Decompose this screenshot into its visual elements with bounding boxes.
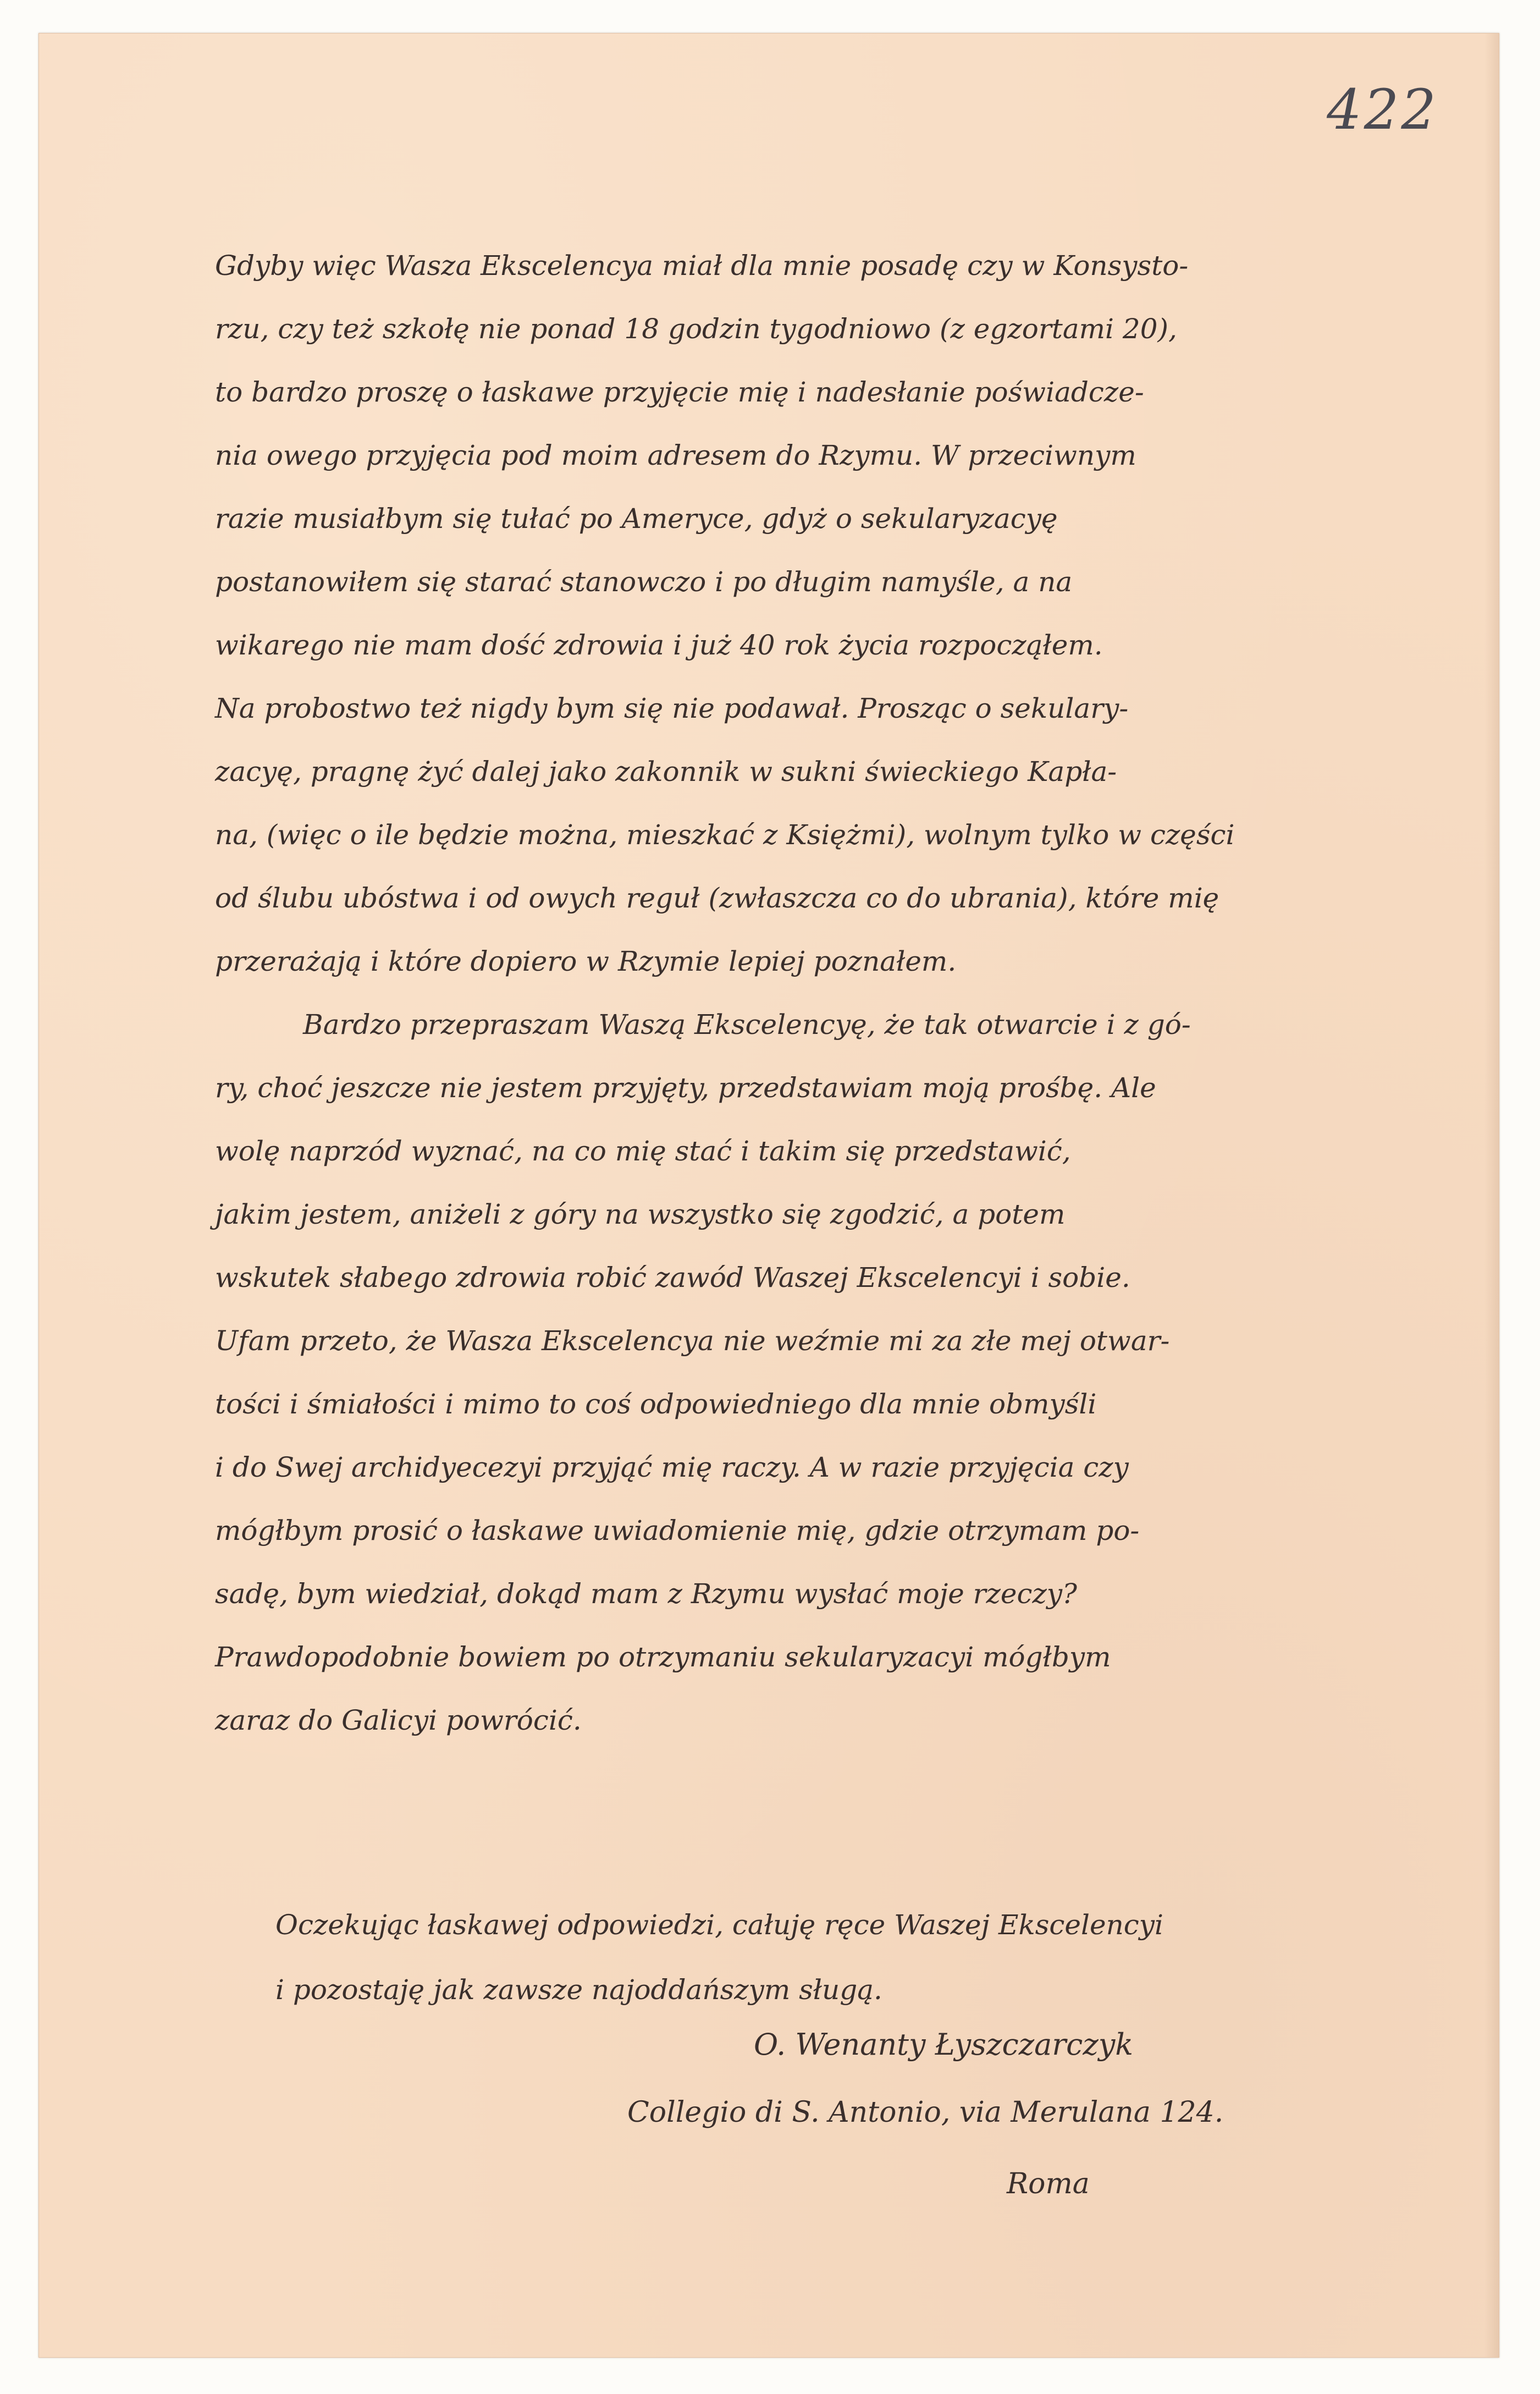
signature: O. Wenanty Łyszczarczyk [754, 2027, 1134, 2062]
text-line: i do Swej archidyecezyi przyjąć mię raczy. A w razie przyjęcia czy [215, 1451, 1129, 1483]
sender-city: Roma [1007, 2167, 1090, 2200]
letter-page [38, 33, 1499, 2358]
text-line: tości i śmiałości i mimo to coś odpowiedniego dla mnie obmyśli [215, 1388, 1097, 1420]
text-line: wikarego nie mam dość zdrowia i już 40 rok życia rozpocząłem. [215, 629, 1103, 661]
text-line: przerażają i które dopiero w Rzymie lepiej poznałem. [215, 945, 957, 977]
text-line: nia owego przyjęcia pod moim adresem do Rzymu. W przeciwnym [215, 439, 1136, 471]
text-line: Prawdopodobnie bowiem po otrzymaniu sekularyzacyi mógłbym [215, 1641, 1111, 1673]
text-line: Gdyby więc Wasza Ekscelencya miał dla mnie posadę czy w Konsysto- [215, 250, 1189, 282]
text-line: jakim jestem, aniżeli z góry na wszystko się zgodzić, a potem [215, 1198, 1066, 1230]
text-line: wskutek słabego zdrowia robić zawód Waszej Ekscelencyi i sobie. [215, 1262, 1130, 1294]
text-line: Ufam przeto, że Wasza Ekscelencya nie weźmie mi za złe mej otwar- [215, 1325, 1170, 1357]
text-line: rzu, czy też szkołę nie ponad 18 godzin tygodniowo (z egzortami 20), [215, 313, 1177, 345]
text-line: Oczekując łaskawej odpowiedzi, całuję ręce Waszej Ekscelencyi [275, 1909, 1164, 1941]
text-line: zaraz do Galicyi powrócić. [215, 1704, 582, 1736]
text-line: od ślubu ubóstwa i od owych reguł (zwłaszcza co do ubrania), które mię [215, 882, 1219, 914]
paragraph-2 [215, 993, 1474, 1752]
text-line: to bardzo proszę o łaskawe przyjęcie mię i nadesłanie poświadcze- [215, 376, 1144, 408]
text-line: ry, choć jeszcze nie jestem przyjęty, przedstawiam moją prośbę. Ale [215, 1072, 1156, 1104]
text-line: razie musiałbym się tułać po Ameryce, gdyż o sekularyzacyę [215, 503, 1058, 535]
text-line: zacyę, pragnę żyć dalej jako zakonnik w sukni świeckiego Kapła- [215, 756, 1117, 788]
sender-address: Collegio di S. Antonio, via Merulana 124. [627, 2096, 1224, 2129]
text-line: postanowiłem się starać stanowczo i po długim namyśle, a na [215, 566, 1073, 598]
text-line: na, (więc o ile będzie można, mieszkać z Księżmi), wolnym tylko w części [215, 819, 1235, 851]
archive-page-number: 422 [1327, 78, 1438, 142]
text-line: mógłbym prosić o łaskawe uwiadomienie mię, gdzie otrzymam po- [215, 1515, 1140, 1547]
text-line: Bardzo przepraszam Waszą Ekscelencyę, że tak otwarcie i z gó- [303, 1009, 1191, 1041]
text-line: Na probostwo też nigdy bym się nie podawał. Prosząc o sekulary- [215, 692, 1129, 724]
paragraph-1 [215, 234, 1474, 993]
text-line: sadę, bym wiedział, dokąd mam z Rzymu wysłać moje rzeczy? [215, 1578, 1077, 1610]
text-line: i pozostaję jak zawsze najoddańszym sługą. [275, 1974, 882, 2006]
text-line: wolę naprzód wyznać, na co mię stać i takim się przedstawić, [215, 1135, 1071, 1167]
letter-body [215, 234, 1474, 1752]
closing-formula [275, 1892, 1163, 2022]
